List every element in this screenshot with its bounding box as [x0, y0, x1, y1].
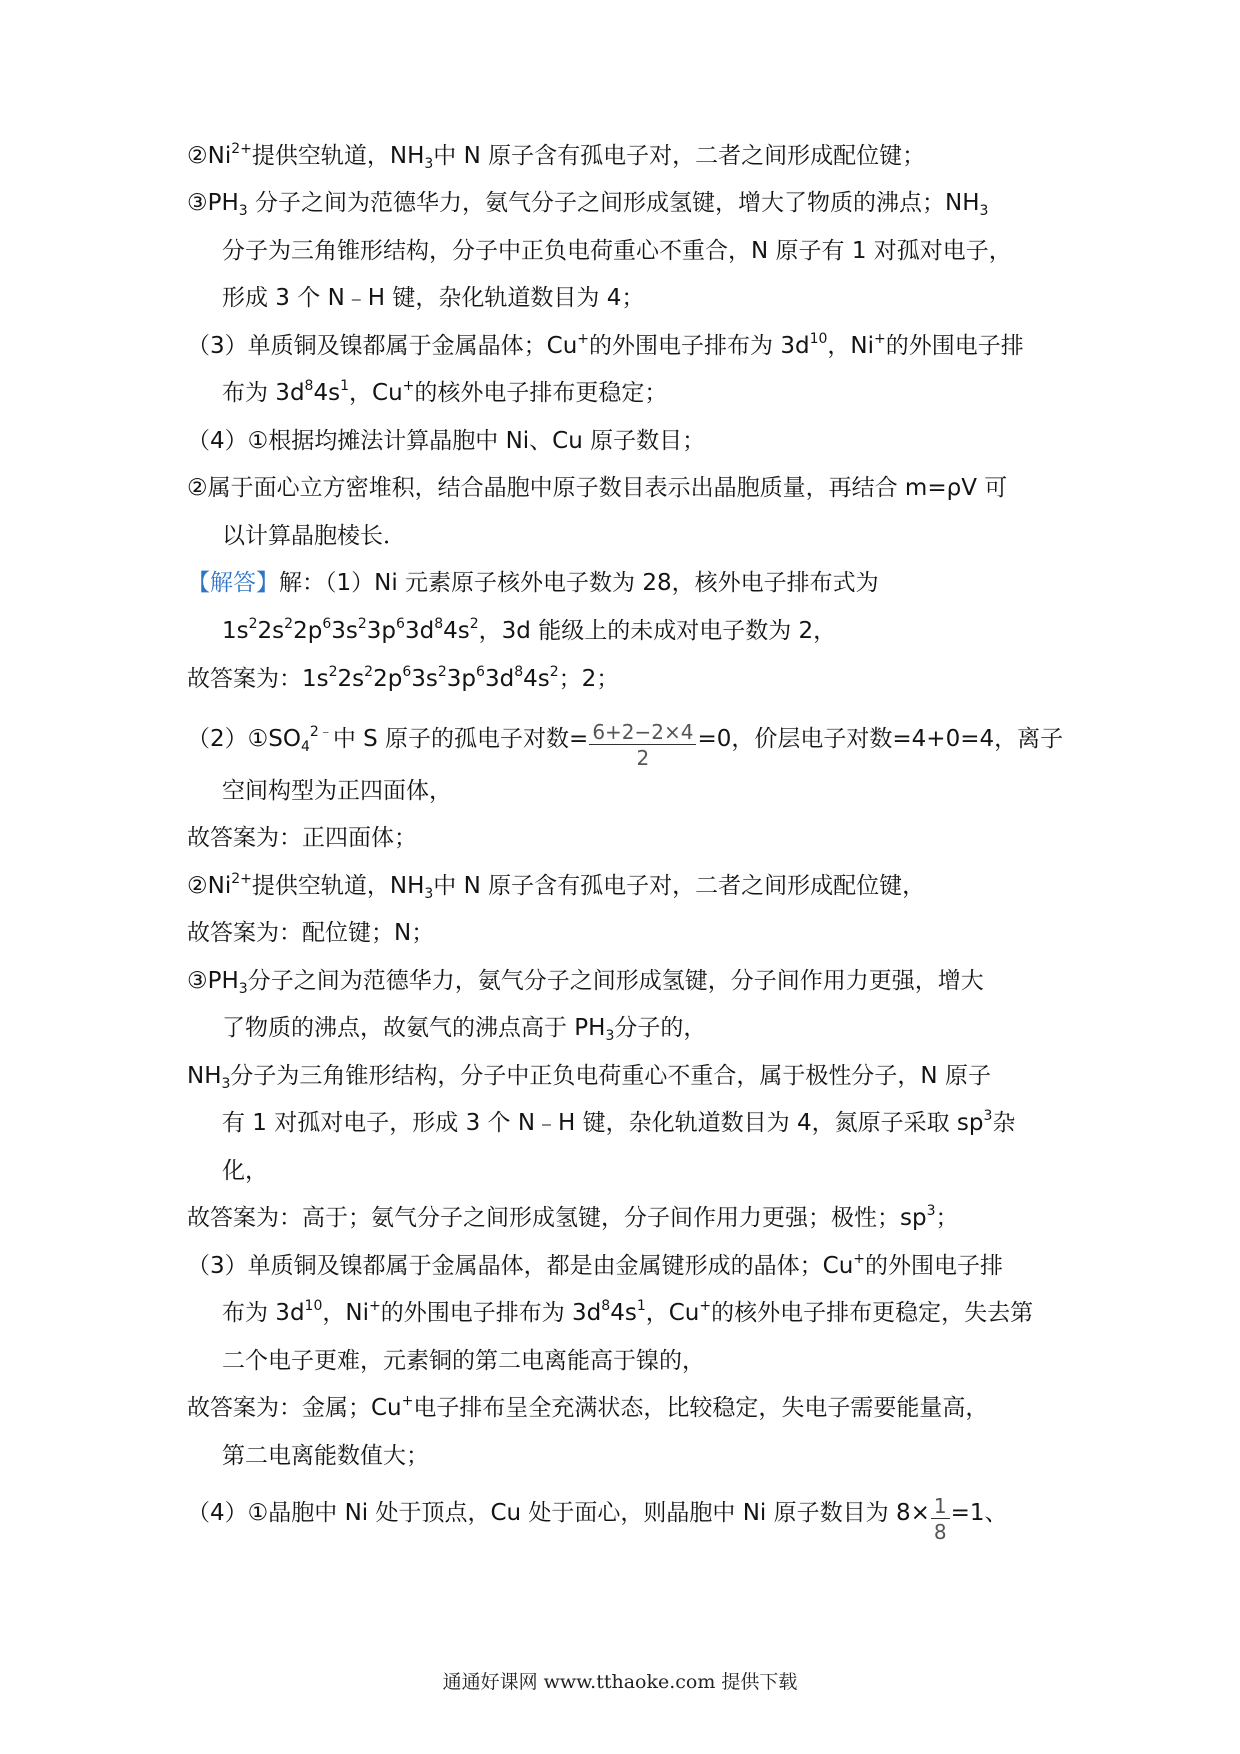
text-line: （3）单质铜及镍都属于金属晶体；Cu+的外围电子排布为 $3d^{10}$，Ni+的外围电子排	[187, 331, 1024, 359]
text-line: $NH_3$分子为三角锥形结构，分子中正负电荷重心不重合，属于极性分子，N 原子	[187, 1063, 991, 1092]
fraction	[589, 720, 696, 771]
text-line: 了物质的沸点，故氨气的沸点高于 $PH_3$分子的，	[222, 1015, 707, 1044]
text-line: 空间构型为正四面体，	[222, 778, 452, 804]
text-line: 二个电子更难，元素铜的第二电离能高于镍的，	[222, 1348, 705, 1374]
text-line: ②属于面心立方密堆积，结合晶胞中原子数目表示出晶胞质量，再结合 m=ρV 可	[187, 475, 1008, 501]
text-line: 有 1 对孤对电子，形成 3 个 N﹣H 键，杂化轨道数目为 4，氮原子采取 $sp^3$杂	[222, 1108, 1016, 1136]
text-line: 以计算晶胞棱长．	[222, 523, 406, 549]
text-line: 形成 3 个 N﹣H 键，杂化轨道数目为 4；	[222, 285, 645, 311]
text-line: 故答案为：金属；Cu+电子排布呈全充满状态，比较稳定，失电子需要能量高，	[187, 1393, 989, 1421]
text-line: 故答案为：$1s^22s^22p^63s^23p^63d^84s^2$；2；	[187, 664, 620, 692]
text-line: 布为 $3d^84s^1$，Cu+的核外电子排布更稳定；	[222, 378, 668, 406]
text-line: 故答案为：高于；氨气分子之间形成氢键，分子间作用力更强；极性；$sp^3$；	[187, 1203, 959, 1231]
fraction-numerator: 1	[931, 1494, 950, 1519]
fraction-numerator: 6+2−2×4	[589, 720, 696, 745]
text-line: 分子为三角锥形结构，分子中正负电荷重心不重合，N 原子有 1 对孤对电子，	[222, 238, 1012, 264]
text-line: $③PH_3$分子之间为范德华力，氨气分子之间形成氢键，分子间作用力更强，增大	[187, 968, 984, 997]
answer-tag: 【解答】	[187, 570, 279, 596]
text-line: 化，	[222, 1158, 268, 1184]
text-line: （4）①根据均摊法计算晶胞中 Ni、Cu 原子数目；	[187, 428, 706, 454]
text-line: 布为 $3d^{10}$，Ni+的外围电子排布为 $3d^84s^1$，Cu+的核外电子排布更稳定，失去第	[222, 1298, 1034, 1326]
text-line: 故答案为：正四面体；	[187, 825, 417, 851]
fraction	[931, 1494, 950, 1545]
text-line: 第二电离能数值大；	[222, 1443, 429, 1469]
fraction-denominator: 8	[933, 1520, 947, 1544]
answer-heading-line: 【解答】解：（1）Ni 元素原子核外电子数为 28，核外电子排布式为	[187, 570, 879, 596]
text-line: $②Ni^{2+}$提供空轨道，$NH_3$中 N 原子含有孤电子对，二者之间形成配位键；	[187, 141, 926, 172]
text-line: $③PH_3$ 分子之间为范德华力，氨气分子之间形成氢键，增大了物质的沸点；$NH_3$	[187, 190, 989, 219]
text-line: $1s^22s^22p^63s^23p^63d^84s^2$，3d 能级上的未成对电子数为 2，	[222, 616, 837, 644]
text-line-with-fraction: （4）①晶胞中 Ni 处于顶点，Cu 处于面心，则晶胞中 Ni 原子数目为 8× $\frac{1}{8}$ =1、	[187, 1494, 1008, 1544]
text-line: $②Ni^{2+}$提供空轨道，$NH_3$中 N 原子含有孤电子对，二者之间形成配位键，	[187, 871, 926, 902]
text-line-with-fraction: $(2)①SO_4^{2﹣}$中 S 原子的孤电子对数= $\frac{6+2-2\times 4}{2}$ =0，价层电子对数=4+0=4，离子	[187, 720, 1064, 770]
page-footer: 通通好课网 www.tthaoke.com 提供下载	[442, 1671, 798, 1693]
text-line: 故答案为：配位键；N；	[187, 920, 435, 946]
text-line: （3）单质铜及镍都属于金属晶体，都是由金属键形成的晶体；Cu+的外围电子排	[187, 1251, 1004, 1279]
fraction-denominator: 2	[636, 746, 650, 770]
